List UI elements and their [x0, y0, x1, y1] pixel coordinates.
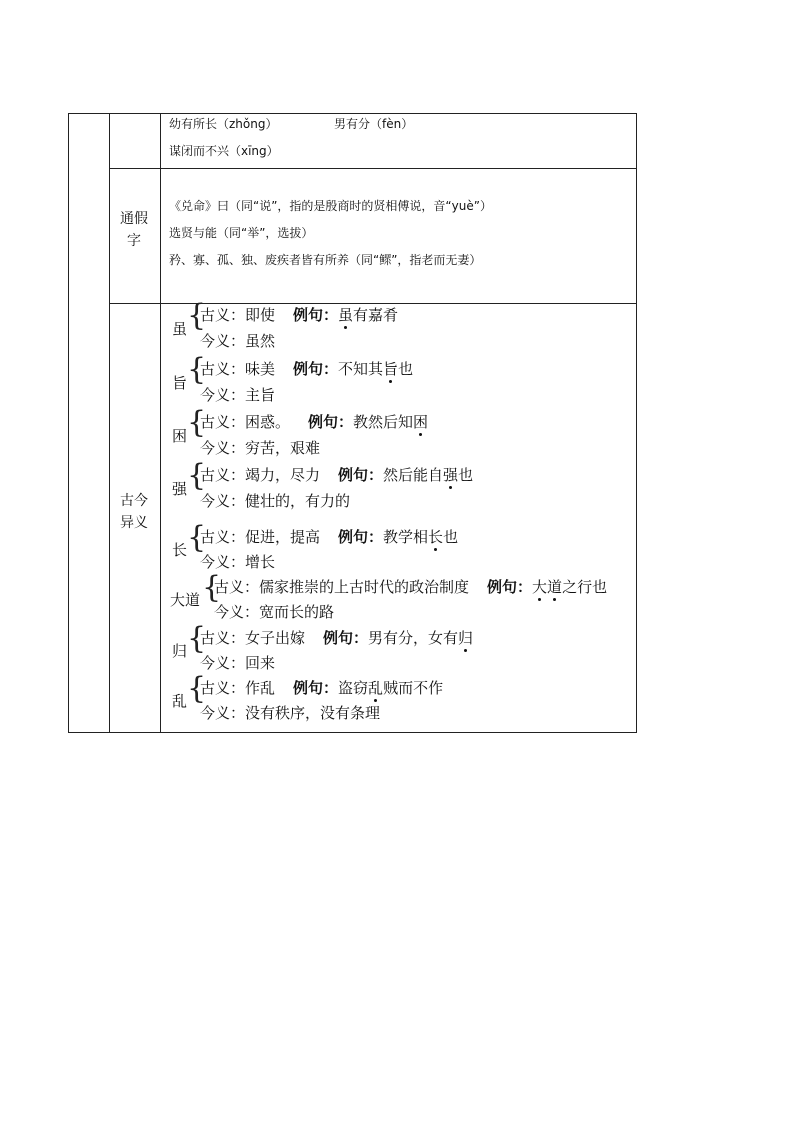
- example-label: 例句：: [487, 578, 533, 596]
- example-dotted-char: 大: [532, 578, 548, 596]
- entry-ancient-row: [214, 578, 607, 596]
- entry-word: 困: [172, 427, 188, 445]
- entry-ancient-row: [200, 629, 473, 647]
- entry-word: 强: [172, 480, 188, 498]
- brace-icon: {: [187, 458, 207, 493]
- example-pre: 盗窃: [338, 679, 369, 697]
- example-post: 也: [398, 360, 414, 378]
- example-pre: 不知其: [338, 360, 384, 378]
- entry-ancient-row: [200, 466, 473, 484]
- brace-icon: {: [187, 352, 207, 387]
- entry-modern: 今义：虽然: [200, 332, 276, 350]
- tongjia-item-2: 选贤与能（同“举”，选拔）: [169, 226, 314, 240]
- example-post: 之行也: [562, 578, 608, 596]
- reading-line1-left: 幼有所长（zhǒng）: [169, 117, 278, 131]
- example-label: 例句：: [338, 466, 384, 484]
- example-label: 例句：: [308, 413, 354, 431]
- brace-icon: {: [187, 520, 207, 555]
- entry-word: 旨: [172, 374, 188, 392]
- example-pre: 男有分，女有: [368, 629, 459, 647]
- entry-modern: 今义：宽而长的路: [214, 603, 335, 621]
- example-dotted-char: 长: [428, 528, 444, 546]
- reading-line1-right: 男有分（fèn）: [334, 117, 414, 131]
- col-divider-1: [109, 113, 110, 733]
- brace-icon: {: [187, 671, 207, 706]
- gujin-entry: [170, 621, 632, 677]
- example-label: 例句：: [293, 360, 339, 378]
- entry-ancient: 古义：困惑。: [200, 413, 291, 431]
- example-dotted-char: 强: [443, 466, 459, 484]
- entry-ancient: 古义：促进，提高: [200, 528, 321, 546]
- entry-word: 乱: [172, 692, 188, 710]
- entry-ancient: 古义：女子出嫁: [200, 629, 306, 647]
- example-label: 例句：: [293, 306, 339, 324]
- entry-modern: 今义：主旨: [200, 386, 276, 404]
- example-dotted-char: 虽: [338, 306, 354, 324]
- example-dotted-char: 旨: [383, 360, 399, 378]
- entry-word: 长: [172, 541, 188, 559]
- brace-icon: {: [187, 405, 207, 440]
- brace-icon: {: [187, 621, 207, 656]
- entry-word: 虽: [172, 320, 188, 338]
- gujin-entry: [170, 520, 632, 576]
- entry-modern: 今义：穷苦，艰难: [200, 439, 321, 457]
- example-label: 例句：: [293, 679, 339, 697]
- example-post: 也: [458, 466, 474, 484]
- example-pre: 教学相: [383, 528, 429, 546]
- entry-ancient: 古义：即使: [200, 306, 276, 324]
- example-post: 贼而不作: [383, 679, 444, 697]
- entry-word: 大道: [170, 591, 201, 609]
- row-divider-1: [109, 168, 636, 169]
- border-bottom: [68, 732, 636, 733]
- gujin-entry: [170, 458, 632, 514]
- entry-ancient: 古义：儒家推崇的上古时代的政治制度: [214, 578, 470, 596]
- entry-modern: 今义：健壮的，有力的: [200, 492, 351, 510]
- border-top: [68, 113, 636, 114]
- example-post: 有嘉肴: [353, 306, 399, 324]
- entry-ancient: 古义：作乱: [200, 679, 276, 697]
- entry-ancient-row: [200, 360, 413, 378]
- gujin-entry: [170, 570, 632, 626]
- example-dotted-char: 归: [458, 629, 474, 647]
- entry-ancient-row: [200, 679, 443, 697]
- border-left: [68, 113, 69, 733]
- example-dotted-char: 困: [413, 413, 429, 431]
- example-post: 也: [443, 528, 459, 546]
- gujin-entry: [170, 405, 632, 461]
- example-dotted-char: 道: [547, 578, 563, 596]
- brace-icon: {: [202, 570, 222, 605]
- entry-modern: 今义：增长: [200, 553, 276, 571]
- entry-ancient: 古义：味美: [200, 360, 276, 378]
- brace-icon: {: [187, 298, 207, 333]
- tongjia-item-3: 矜、寡、孤、独、废疾者皆有所养（同“鳏”，指老而无妻）: [169, 253, 482, 267]
- entry-modern: 今义：没有秩序，没有条理: [200, 704, 381, 722]
- gujin-entry: [170, 352, 632, 408]
- gujin-entry: [170, 671, 632, 727]
- entry-ancient-row: [200, 306, 398, 324]
- reading-line2: 谋闭而不兴（xīng）: [169, 144, 279, 158]
- entry-ancient: 古义：竭力，尽力: [200, 466, 321, 484]
- example-label: 例句：: [338, 528, 384, 546]
- entry-ancient-row: [200, 413, 428, 431]
- example-pre: 教然后知: [353, 413, 414, 431]
- tongjia-item-1: 《兑命》曰（同“说”，指的是殷商时的贤相傅说，音“yuè”）: [169, 199, 492, 213]
- entry-ancient-row: [200, 528, 458, 546]
- entry-word: 归: [172, 642, 188, 660]
- col-divider-2: [160, 113, 161, 733]
- entry-modern: 今义：回来: [200, 654, 276, 672]
- example-dotted-char: 乱: [368, 679, 384, 697]
- gujin-entry: [170, 298, 632, 354]
- tongjia-label: 通假字: [120, 211, 148, 249]
- border-right: [636, 113, 637, 733]
- gujin-label: 古今异义: [120, 493, 148, 531]
- example-label: 例句：: [323, 629, 369, 647]
- example-pre: 然后能自: [383, 466, 444, 484]
